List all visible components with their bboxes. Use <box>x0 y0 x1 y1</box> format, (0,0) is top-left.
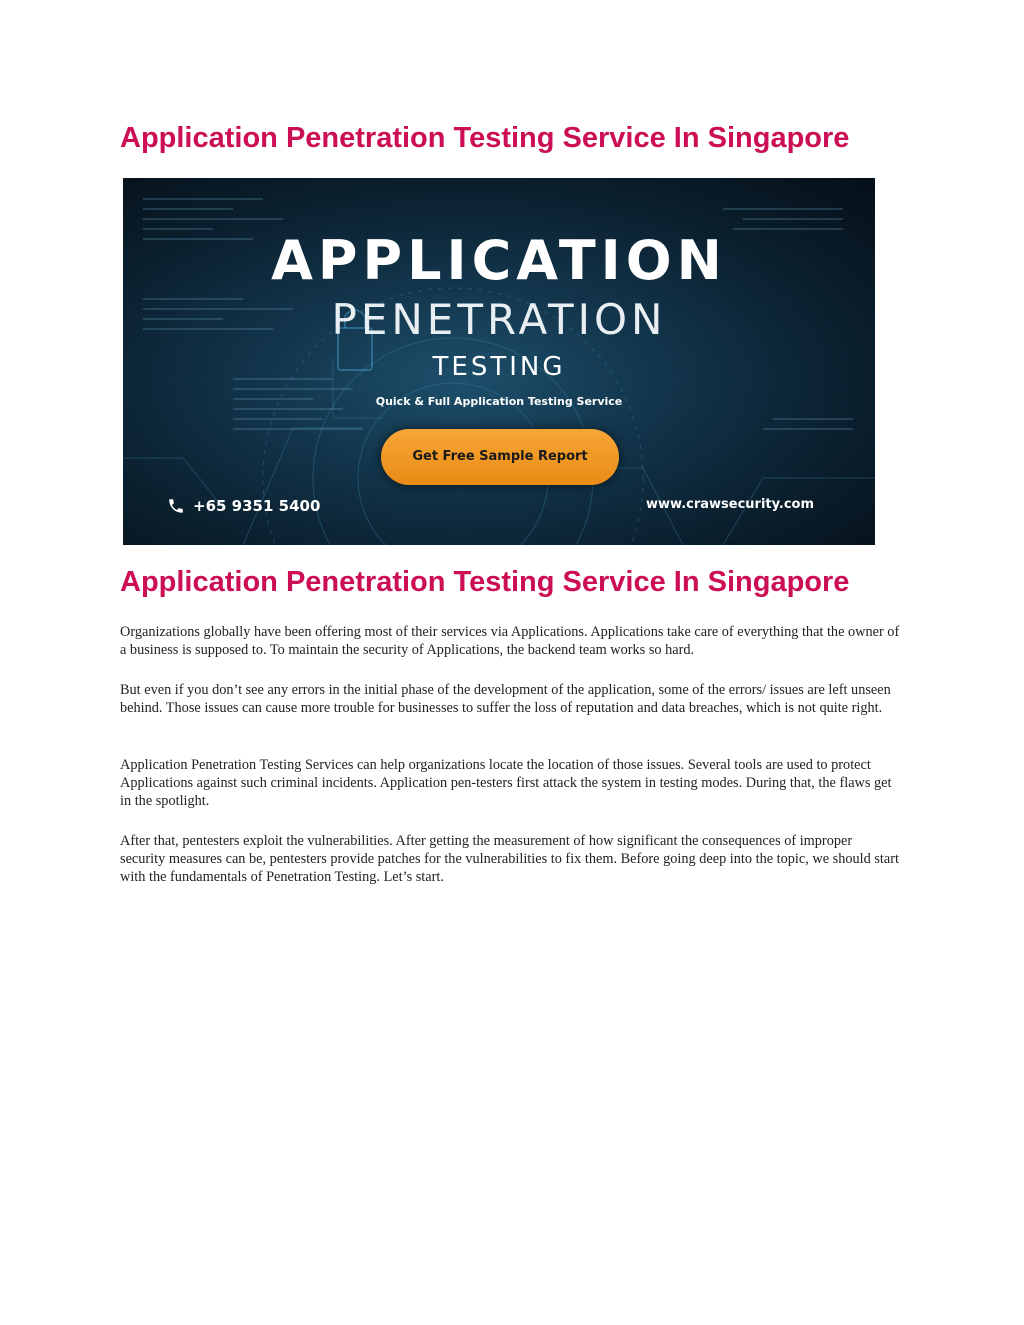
phone-number: +65 9351 5400 <box>193 497 321 515</box>
paragraph-4: After that, pentesters exploit the vulnerabilities. After getting the measurement of how significant the consequences of improper security measures can be, pentesters provide patches for the vulnerabilities to fix them. Before going deep into the topic, we should start with the fundamentals of Penetration Testing. Let’s start. <box>120 833 899 885</box>
banner-phone <box>167 495 320 517</box>
paragraph-1: Organizations globally have been offering most of their services via Applications. Applications take care of everything that the owner of a business is supposed to. To maintain the security of Applications, the backend team works so hard. <box>120 624 900 658</box>
banner-line-application: APPLICATION <box>271 229 727 292</box>
banner-line-testing: TESTING <box>432 352 566 382</box>
banner-tagline: Quick & Full Application Testing Service <box>375 395 623 408</box>
banner-line-penetration: PENETRATION <box>331 295 667 344</box>
website-url: www.crawsecurity.com <box>646 497 815 512</box>
paragraph-2: But even if you don’t see any errors in the initial phase of the development of the application, some of the errors/ issues are left unseen behind. Those issues can cause more trouble for businesses to suffer the loss of reputation and data breaches, which is not quite right. <box>120 682 891 716</box>
paragraph-3: Application Penetration Testing Services can help organizations locate the location of those issues. Several tools are used to protect Applications against such criminal incidents. Application pen-testers first attack the system in testing modes. During that, the flaws get in the spotlight. <box>120 757 892 809</box>
phone-icon <box>167 497 185 515</box>
banner-image <box>123 178 875 545</box>
get-free-sample-report-button[interactable]: Get Free Sample Report <box>381 429 619 485</box>
page-title: Application Penetration Testing Service In Singapore <box>120 122 850 154</box>
section-heading: Application Penetration Testing Service In Singapore <box>120 566 850 598</box>
